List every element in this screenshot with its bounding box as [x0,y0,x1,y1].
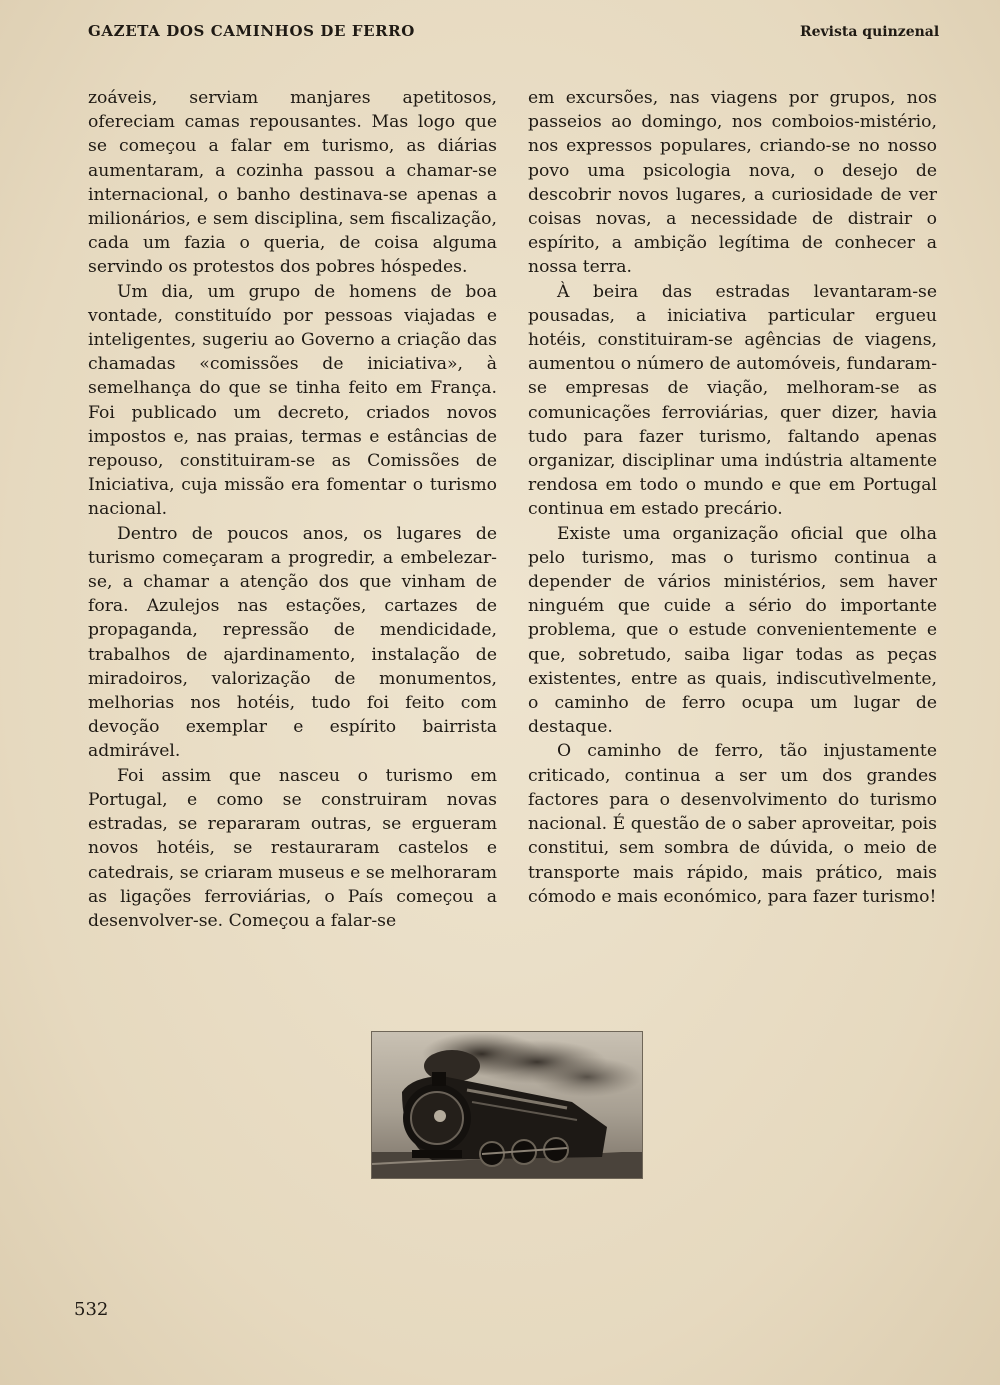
paragraph: Dentro de poucos anos, os lugares de turismo começaram a progredir, a embelezar-se, a chamar a atenção dos que vinham de fora. Azulejos nas estações, cartazes de propaganda, repressão de mendicidade, trabalhos de ajardinamento, instalação de miradoiros, valorização de monumentos, melhorias nos hotéis, tudo foi feito com devoção exemplar e espírito bairrista admirável. [88,523,497,762]
magazine-subtitle: Revista quinzenal [800,24,940,40]
paragraph: zoáveis, serviam manjares apetitosos, ofereciam camas repousantes. Mas logo que se começou a falar em turismo, as diárias aumentaram, a cozinha passou a chamar-se internacional, o banho destinava-se apenas a milionários, e sem disciplina, sem fiscalização, cada um fazia o queria, de coisa alguma servindo os protestos dos pobres hóspedes. [88,88,497,278]
steam-locomotive-photo [371,1031,643,1179]
paragraph: em excursões, nas viagens por grupos, nos passeios ao domingo, nos comboios-mistério, nos expressos populares, criando-se no nosso povo uma psicologia nova, o desejo de descobrir novos lugares, a curiosidade de ver coisas novas, a necessidade de distrair o espírito, a ambição legítima de conhecer a nossa terra. [528,88,937,278]
page-number: 532 [74,1299,109,1320]
paragraph: O caminho de ferro, tão injustamente criticado, continua a ser um dos grandes factores para o desenvolvimento do turismo nacional. É questão de o saber aproveitar, pois constitui, sem sombra de dúvida, o meio de transporte mais rápido, mais prático, mais cómodo e mais económico, para fazer turismo! [528,741,937,907]
right-column [528,86,937,909]
paragraph: À beira das estradas levantaram-se pousadas, a iniciativa particular ergueu hotéis, constituiram-se agências de viagens, aumentou o número de automóveis, fundaram-se empresas de viação, melhoram-se as comunicações ferroviárias, quer dizer, havia tudo para fazer turismo, faltando apenas organizar, disciplinar uma indústria altamente rendosa em todo o mundo e que em Portugal continua em estado precário. [528,281,937,520]
locomotive-illustration [372,1032,642,1178]
magazine-title: GAZETA DOS CAMINHOS DE FERRO [88,22,415,40]
paragraph: Um dia, um grupo de homens de boa vontade, constituído por pessoas viajadas e inteligentes, sugeriu ao Governo a criação das chamadas «comissões de iniciativa», à semelhança do que se tinha feito em França. Foi publicado um decreto, criados novos impostos e, nas praias, termas e estâncias de repouso, constituiram-se as Comissões de Iniciativa, cuja missão era fomentar o turismo nacional. [88,281,497,520]
paragraph: Existe uma organização oficial que olha pelo turismo, mas o turismo continua a depender de vários ministérios, sem haver ninguém que cuide a sério do importante problema, que o estude convenientemente e que, sobretudo, saiba ligar todas as peças existentes, entre as quais, indiscutìvelmente, o caminho de ferro ocupa um lugar de destaque. [528,523,937,738]
left-column [88,86,497,933]
paragraph: Foi assim que nasceu o turismo em Portugal, e como se construiram novas estradas, se repararam outras, se ergueram novos hotéis, se restauraram castelos e catedrais, se criaram museus e se melhoraram as ligações ferroviárias, o País começou a desenvolver-se. Começou a falar-se [88,765,497,931]
